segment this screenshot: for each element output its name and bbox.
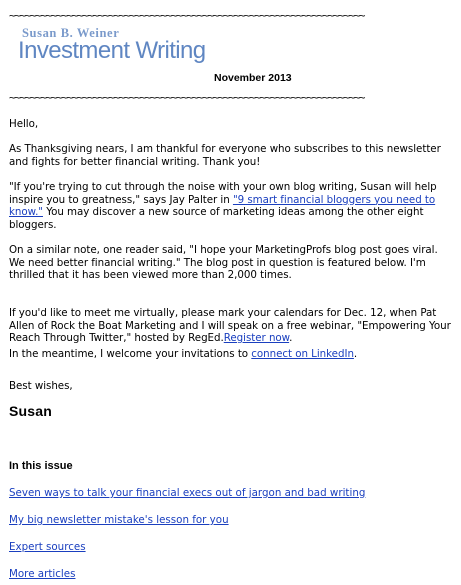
paragraph-quote-text: "If you're trying to cut through the noise with your own blog writing, Susan will help inspire you to greatness," says Jay Palter in: [9, 181, 437, 206]
closing: Best wishes,: [9, 380, 73, 392]
paragraph-reader: On a similar note, one reader said, "I hope your MarketingProfs blog post goes viral. We need better financial writing." The blog post in question is featured below. I'm thrilled that it has been viewed more than 2,000 times.: [9, 244, 438, 282]
logo-name: Susan B. Weiner: [22, 26, 120, 40]
issue-heading: In this issue: [9, 460, 73, 472]
issue-link-more-articles[interactable]: More articles: [9, 568, 76, 580]
logo-title: Investment Writing: [18, 37, 206, 64]
separator-top: ~~~~~~~~~~~~~~~~~~~~~~~~~~~~~~~~~~~~~~~~~~~~~~~~~~~~~~~~~~~~~~~~~~~~: [9, 9, 365, 22]
logo: [18, 27, 206, 62]
paragraph-thanks: As Thanksgiving nears, I am thankful for everyone who subscribes to this newsletter and fights for better financial writing. Thank you!: [9, 143, 441, 168]
smart-bloggers-link[interactable]: "9 smart financial bloggers you need to know.": [9, 193, 436, 219]
paragraph-linkedin-tail: .: [353, 348, 358, 360]
paragraph-quote-tail: You may discover a new source of marketing ideas among the other eight bloggers.: [9, 206, 424, 231]
signature: Susan: [9, 403, 53, 419]
paragraph-webinar-tail: .: [289, 332, 293, 345]
linkedin-link[interactable]: connect on LinkedIn: [251, 348, 354, 360]
paragraph-webinar-text: If you'd like to meet me virtually, please mark your calendars for Dec. 12, when Pat Allen of Rock the Boat Marketing and I will speak on a free webinar, "Empowering Your Reach Through Twitter," hosted by RegEd.: [9, 307, 451, 345]
issue-link-expert-sources[interactable]: Expert sources: [9, 541, 86, 553]
issue-link-seven-ways[interactable]: Seven ways to talk your financial execs out of jargon and bad writing: [9, 487, 366, 499]
issue-link-newsletter-mistake[interactable]: My big newsletter mistake's lesson for you: [9, 514, 229, 526]
greeting: Hello,: [9, 118, 39, 130]
register-now-link[interactable]: Register now: [223, 332, 290, 345]
paragraph-linkedin-text: In the meantime, I welcome your invitations to: [9, 348, 252, 360]
newsletter-date: November 2013: [214, 72, 292, 84]
paragraph-quote: [9, 181, 454, 231]
paragraph-linkedin: [9, 348, 454, 361]
paragraph-webinar: [9, 307, 454, 345]
separator-bottom: ~~~~~~~~~~~~~~~~~~~~~~~~~~~~~~~~~~~~~~~~~~~~~~~~~~~~~~~~~~~~~~~~~~~~: [9, 91, 365, 104]
